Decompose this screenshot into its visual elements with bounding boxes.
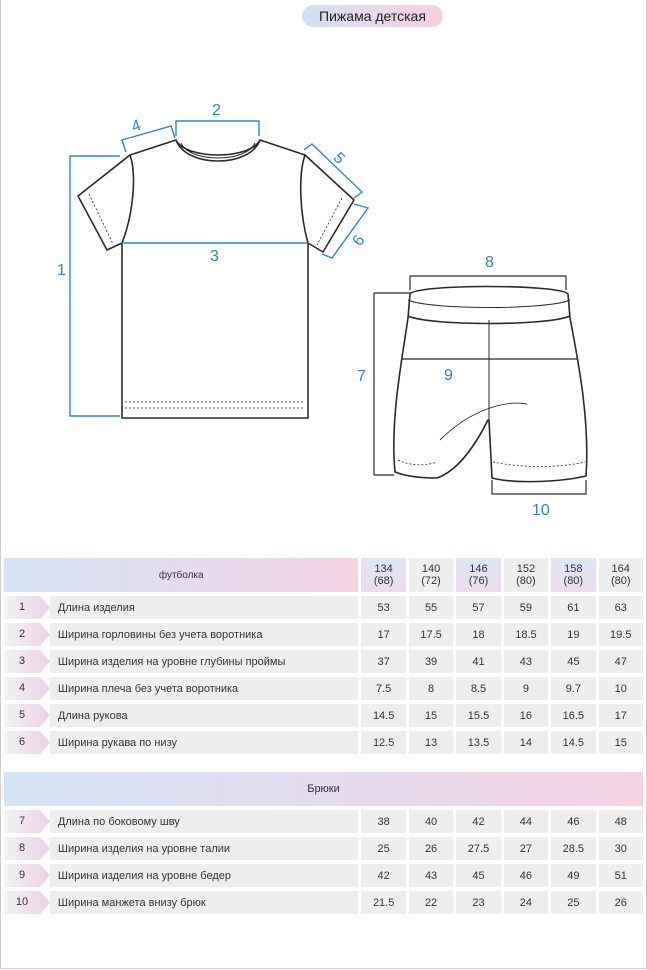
dimension-label-4: 4 — [129, 117, 144, 136]
size-column-header — [456, 558, 500, 592]
measurement-value: 12.5 — [361, 731, 405, 754]
measurement-value: 15 — [409, 704, 453, 727]
measurement-value: 45 — [551, 650, 595, 673]
measurement-value: 16 — [504, 704, 548, 727]
measurement-value: 42 — [456, 810, 500, 833]
pants-table-body — [4, 810, 643, 914]
measurement-name: Длина изделия — [50, 596, 359, 619]
measurement-value: 15.5 — [456, 704, 500, 727]
dimension-label-1: 1 — [57, 262, 66, 279]
measurement-value: 18.5 — [504, 623, 548, 646]
row-number-tab — [4, 810, 50, 833]
tshirt-table-header — [4, 558, 643, 592]
measurement-value: 18 — [456, 623, 500, 646]
table-row — [4, 677, 643, 700]
measurement-value: 40 — [409, 810, 453, 833]
dimension-label-7: 7 — [357, 368, 366, 385]
measurement-value: 53 — [361, 596, 405, 619]
measurement-value: 9.7 — [551, 677, 595, 700]
table-row — [4, 731, 643, 754]
measurement-name: Ширина плеча без учета воротника — [50, 677, 359, 700]
measurement-value: 22 — [409, 891, 453, 914]
size-age: (72) — [421, 575, 441, 587]
measurement-value: 17 — [599, 704, 643, 727]
shorts-drawing — [394, 287, 587, 482]
measurement-value: 39 — [409, 650, 453, 673]
tshirt-size-table — [4, 558, 643, 758]
table-row — [4, 596, 643, 619]
size-height: 146 — [469, 563, 488, 575]
measurement-value: 17 — [361, 623, 405, 646]
row-number-tab — [4, 731, 50, 754]
dimension-label-2: 2 — [212, 102, 221, 119]
measurement-value: 19.5 — [599, 623, 643, 646]
measurement-value: 14.5 — [361, 704, 405, 727]
row-number-tab — [4, 704, 50, 727]
row-number: 6 — [18, 736, 26, 748]
size-age: (76) — [468, 575, 489, 587]
measurement-value: 17.5 — [409, 623, 453, 646]
measurement-value: 7.5 — [361, 677, 405, 700]
measurement-value: 49 — [551, 864, 595, 887]
measurement-name: Длина по боковому шву — [50, 810, 359, 833]
size-column-header — [599, 558, 643, 592]
measurement-value: 8.5 — [456, 677, 500, 700]
row-number-tab — [4, 891, 50, 914]
measurement-value: 26 — [409, 837, 453, 860]
dimension-label-3: 3 — [210, 248, 219, 265]
measurement-value: 44 — [504, 810, 548, 833]
measurement-value: 14.5 — [551, 731, 595, 754]
dimension-label-10: 10 — [532, 502, 550, 519]
row-number: 2 — [18, 628, 26, 640]
size-column-header — [361, 558, 405, 592]
measurement-name: Ширина изделия на уровне талии — [50, 837, 359, 860]
dimension-label-9: 9 — [444, 367, 453, 384]
row-number: 5 — [18, 709, 26, 721]
measurement-value: 45 — [456, 864, 500, 887]
size-height: 158 — [564, 563, 583, 575]
row-number: 1 — [18, 601, 26, 613]
measurement-value: 47 — [599, 650, 643, 673]
measurement-name: Ширина изделия на уровне глубины проймы — [50, 650, 359, 673]
row-number-tab — [4, 677, 50, 700]
row-number: 8 — [18, 842, 26, 854]
measurement-value: 43 — [504, 650, 548, 673]
table-row — [4, 704, 643, 727]
measurement-name: Ширина изделия на уровне бедер — [50, 864, 359, 887]
measurement-value: 25 — [551, 891, 595, 914]
row-number-tab — [4, 650, 50, 673]
measurement-value: 19 — [551, 623, 595, 646]
dimension-label-8: 8 — [485, 254, 494, 271]
pants-table-header: Брюки — [4, 772, 643, 806]
measurement-value: 16.5 — [551, 704, 595, 727]
measurement-value: 38 — [361, 810, 405, 833]
tshirt-table-body — [4, 596, 643, 754]
measurement-value: 8 — [409, 677, 453, 700]
measurement-value: 28.5 — [551, 837, 595, 860]
measurement-value: 10 — [599, 677, 643, 700]
size-age: (80) — [563, 575, 584, 587]
measurement-value: 24 — [504, 891, 548, 914]
measurement-value: 46 — [504, 864, 548, 887]
table-row — [4, 864, 643, 887]
measurement-name: Ширина горловины без учета воротника — [50, 623, 359, 646]
measurement-value: 14 — [504, 731, 548, 754]
tshirt-drawing — [78, 140, 354, 418]
measurement-value: 46 — [551, 810, 595, 833]
size-height: 134 — [374, 563, 393, 575]
row-number-tab — [4, 837, 50, 860]
measurement-value: 30 — [599, 837, 643, 860]
table-row — [4, 650, 643, 673]
measurement-value: 13.5 — [456, 731, 500, 754]
row-number: 9 — [18, 869, 26, 881]
page-title: Пижама детская — [302, 5, 443, 27]
table-row — [4, 810, 643, 833]
dimension-label-6: 6 — [349, 232, 369, 250]
size-column-header — [409, 558, 453, 592]
size-age: (68) — [373, 575, 394, 587]
tshirt-header-label: футболка — [4, 558, 358, 592]
row-number: 10 — [15, 896, 29, 908]
measurement-value: 42 — [361, 864, 405, 887]
row-number: 3 — [18, 655, 26, 667]
measurement-name: Длина рукова — [50, 704, 359, 727]
size-height: 152 — [516, 563, 536, 575]
measurement-value: 21.5 — [361, 891, 405, 914]
size-column-header — [551, 558, 595, 592]
measurement-value: 27.5 — [456, 837, 500, 860]
size-column-header — [504, 558, 548, 592]
pants-size-table — [4, 810, 643, 918]
measurement-value: 48 — [599, 810, 643, 833]
measurement-value: 51 — [599, 864, 643, 887]
measurement-value: 27 — [504, 837, 548, 860]
row-number: 4 — [18, 682, 26, 694]
measurement-value: 43 — [409, 864, 453, 887]
size-height: 164 — [611, 563, 630, 575]
measurement-value: 61 — [551, 596, 595, 619]
measurement-value: 55 — [409, 596, 453, 619]
measurement-name: Ширина рукава по низу — [50, 731, 359, 754]
table-row — [4, 623, 643, 646]
measurement-value: 63 — [599, 596, 643, 619]
table-row — [4, 837, 643, 860]
measurement-value: 59 — [504, 596, 548, 619]
size-age: (80) — [610, 575, 631, 587]
measurement-value: 57 — [456, 596, 500, 619]
row-number: 7 — [18, 815, 26, 827]
table-row — [4, 891, 643, 914]
row-number-tab — [4, 864, 50, 887]
measurement-value: 15 — [599, 731, 643, 754]
measurement-value: 23 — [456, 891, 500, 914]
size-age: (80) — [516, 575, 536, 587]
measurement-value: 41 — [456, 650, 500, 673]
dimension-label-5: 5 — [329, 149, 348, 168]
row-number-tab — [4, 623, 50, 646]
measurement-value: 9 — [504, 677, 548, 700]
measurement-value: 26 — [599, 891, 643, 914]
measurement-value: 37 — [361, 650, 405, 673]
measurement-value: 25 — [361, 837, 405, 860]
size-height: 140 — [421, 563, 441, 575]
measurement-value: 13 — [409, 731, 453, 754]
row-number-tab — [4, 596, 50, 619]
measurement-name: Ширина манжета внизу брюк — [50, 891, 359, 914]
